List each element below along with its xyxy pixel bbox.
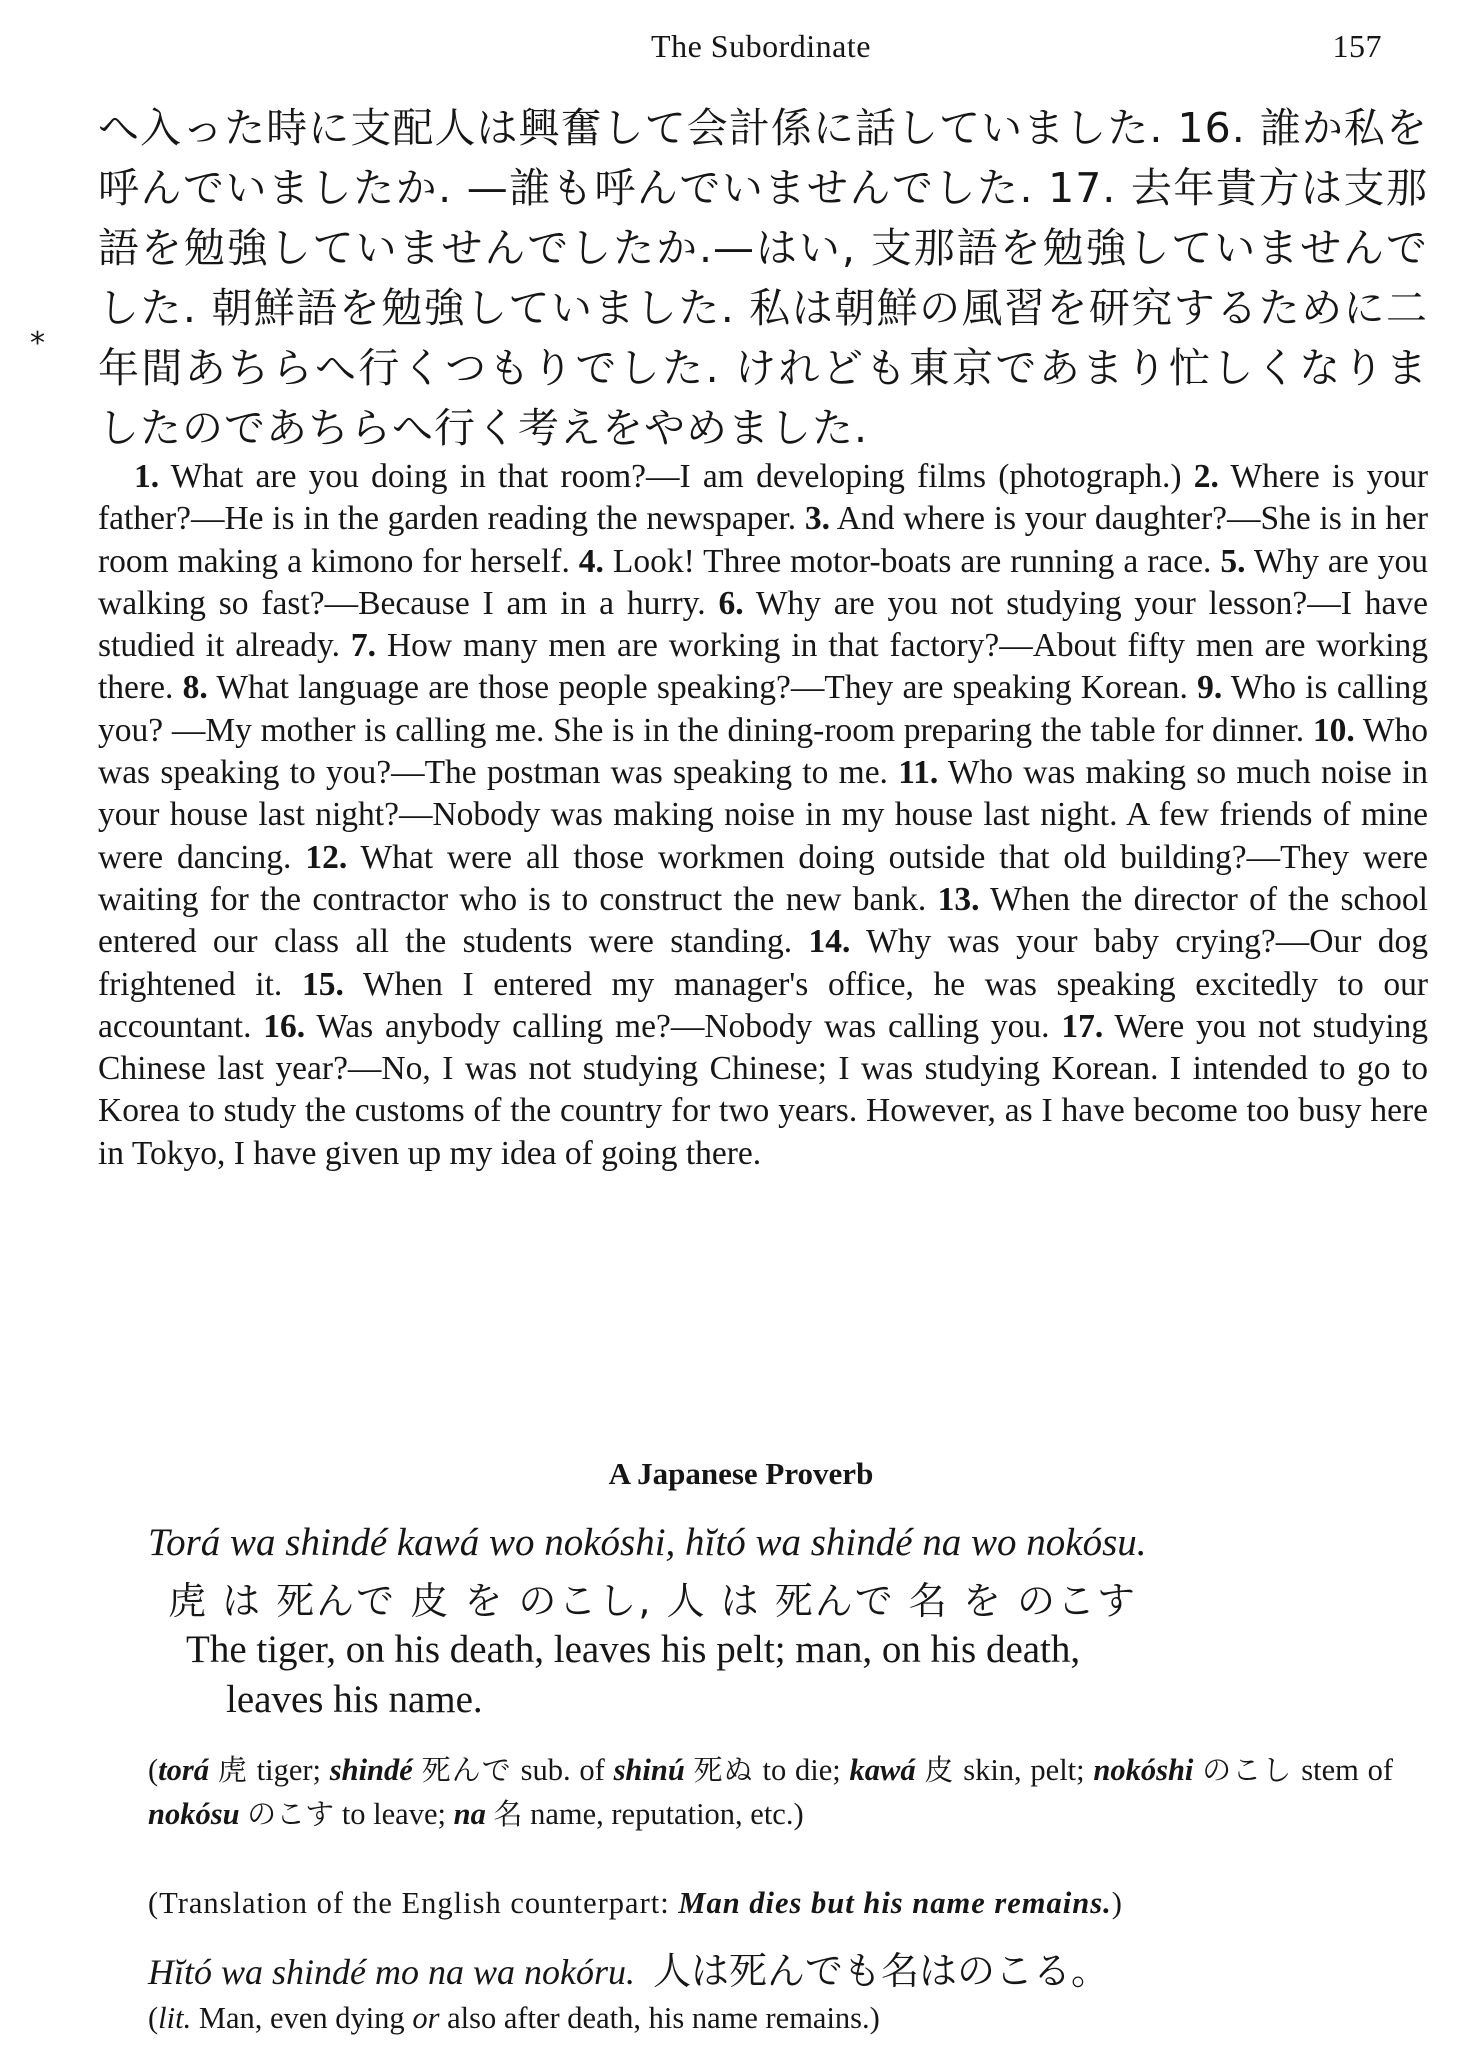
exercise-text: Who was making so much noise in your house last night?—Nobody was making noise in my house last night. A few friends of mine were dancing. xyxy=(98,754,1428,876)
gloss-definition: to leave; xyxy=(334,1797,454,1831)
literal-translation xyxy=(148,2001,1393,2036)
gloss-kanji: 死ぬ xyxy=(693,1753,754,1787)
hito-romaji: Hĭtó wa shindé mo na wa nokóru. xyxy=(148,1952,636,1992)
exercise-number: 8. xyxy=(182,669,208,707)
lit-or: or xyxy=(412,2001,440,2035)
english-counterpart-note xyxy=(148,1886,1393,1921)
exercise-number: 7. xyxy=(350,627,377,665)
exercise-text: And where is your daughter?—She is in her room making a kimono for herself. xyxy=(98,500,1429,580)
margin-mark: * xyxy=(30,326,45,361)
gloss-definition: sub. of xyxy=(511,1753,614,1787)
japanese-exercise-paragraph: へ入った時に支配人は興奮して会計係に話していました. 16. 誰か私を呼んでいましたか. —誰も呼んでいませんでした. 17. 去年貴方は支那語を勉強していませんでしたか.—はい, 支那語を勉強していませんでした. 朝鮮語を勉強していました. 私は朝鮮の風習を研究するために二年間あちらへ行くつもりでした. けれども東京であまり忙しくなりましたのであちらへ行く考えをやめました. xyxy=(98,104,1428,452)
gloss-kanji: 皮 xyxy=(924,1753,955,1787)
exercise-text: Look! Three motor-boats are running a race. xyxy=(612,542,1212,580)
english-exercise-paragraph xyxy=(98,456,1428,1175)
gloss-word: nokóshi xyxy=(1093,1753,1194,1787)
lit-part-2: also after death, his name remains.) xyxy=(439,2001,880,2035)
exercise-text: What were all those workmen doing outside that old building?—They were waiting for the contractor who is to construct the new bank. xyxy=(98,838,1428,918)
gloss-word: kawá xyxy=(849,1753,916,1787)
gloss-kanji: のこし xyxy=(1202,1753,1293,1787)
gloss-definition: to die; xyxy=(753,1753,850,1787)
gloss-definition: name, reputation, etc.) xyxy=(522,1797,804,1831)
note-suffix: ) xyxy=(1111,1886,1123,1920)
exercise-number: 11. xyxy=(898,754,939,792)
exercise-number: 14. xyxy=(808,923,851,961)
exercise-text: Was anybody calling me?—Nobody was calling you. xyxy=(316,1007,1050,1045)
exercise-text: Who is calling you? —My mother is calling me. She is in the dining-room preparing the table for dinner. xyxy=(98,669,1428,749)
note-counterpart: Man dies but his name remains. xyxy=(678,1886,1112,1920)
exercise-text: What are you doing in that room?—I am developing films (photograph.) xyxy=(170,458,1182,495)
exercise-text: Were you not studying Chinese last year?—No, I was not studying Chinese; I was studying Korean. I intended to go to Korea to study the customs of the country for two years. However, as I have become too busy here in Tokyo, I have given up my idea of going there. xyxy=(98,1007,1429,1172)
exercise-number: 6. xyxy=(718,584,744,622)
gloss-word: nokósu xyxy=(148,1797,240,1831)
exercise-number: 13. xyxy=(937,880,980,918)
page-number: 157 xyxy=(1332,28,1382,64)
gloss-kanji: 名 xyxy=(493,1797,523,1831)
exercise-item xyxy=(134,458,1182,495)
exercise-number: 4. xyxy=(578,542,604,580)
exercise-text: What language are those people speaking?—They are speaking Korean. xyxy=(216,669,1188,707)
exercise-number: 16. xyxy=(263,1007,306,1045)
exercise-number: 9. xyxy=(1197,669,1223,707)
proverb-translation-line-2: leaves his name. xyxy=(226,1678,483,1721)
exercise-text: When the director of the school entered our class all the students were standing. xyxy=(98,880,1428,961)
gloss-kanji: のこす xyxy=(247,1797,335,1831)
gloss-definition: stem of xyxy=(1292,1753,1393,1787)
exercise-number: 2. xyxy=(1193,458,1219,495)
gloss-definition: skin, pelt; xyxy=(954,1753,1094,1787)
lit-abbrev: lit. xyxy=(158,2001,192,2035)
gloss-word: na xyxy=(453,1797,486,1831)
exercise-number: 12. xyxy=(305,838,348,876)
exercise-text: When I entered my manager's office, he was speaking excitedly to our accountant. xyxy=(98,965,1428,1045)
proverb-translation xyxy=(186,1625,1396,1725)
hito-variant-line xyxy=(148,1940,1393,1995)
exercise-number: 5. xyxy=(1220,542,1246,580)
lit-part-1: Man, even dying xyxy=(191,2001,413,2035)
proverb-translation-line-1: The tiger, on his death, leaves his pelt; man, on his death, xyxy=(186,1628,1081,1671)
exercise-item xyxy=(579,543,1212,580)
exercise-number: 10. xyxy=(1312,711,1355,749)
gloss-word: torá xyxy=(158,1753,210,1787)
hito-kana: 人は死んでも名はのこる。 xyxy=(653,1949,1110,1993)
proverb-heading: A Japanese Proverb xyxy=(608,1456,874,1491)
running-header xyxy=(100,28,1422,68)
proverb-romaji: Torá wa shindé kawá wo nokóshi, hĭtó wa shindé na wo nokósu. xyxy=(148,1521,1147,1564)
gloss-word: shindé xyxy=(329,1753,413,1787)
exercise-text: Where is your father?—He is in the garden reading the newspaper. xyxy=(98,458,1429,538)
gloss-kanji: 虎 xyxy=(217,1753,248,1787)
gloss-open: ( xyxy=(148,1753,159,1787)
exercise-text: How many men are working in that factory?—About fifty men are working there. xyxy=(98,627,1429,707)
gloss-word: shinú xyxy=(613,1753,685,1787)
exercise-item xyxy=(263,1008,1049,1045)
exercise-number: 1. xyxy=(134,458,160,495)
exercise-number: 15. xyxy=(301,965,344,1003)
chapter-title: The Subordinate xyxy=(651,28,871,64)
note-prefix: (Translation of the English counterpart: xyxy=(148,1886,679,1920)
lit-open: ( xyxy=(148,2001,159,2035)
exercise-number: 17. xyxy=(1061,1007,1104,1045)
exercise-text: Who was speaking to you?—The postman was speaking to me. xyxy=(98,711,1428,792)
proverb-gloss xyxy=(148,1748,1393,1836)
exercise-number: 3. xyxy=(804,500,830,538)
exercise-text: Why are you walking so fast?—Because I am in a hurry. xyxy=(98,542,1429,622)
proverb-kana: 虎 は 死んで 皮 を のこし, 人 は 死んで 名 を のこす xyxy=(168,1579,1137,1623)
exercise-text: Why are you not studying your lesson?—I have studied it already. xyxy=(98,584,1428,665)
gloss-definition: tiger; xyxy=(247,1753,330,1787)
gloss-kanji: 死んで xyxy=(421,1753,512,1787)
exercise-item xyxy=(183,669,1188,706)
exercise-text: Why was your baby crying?—Our dog frightened it. xyxy=(98,923,1428,1003)
